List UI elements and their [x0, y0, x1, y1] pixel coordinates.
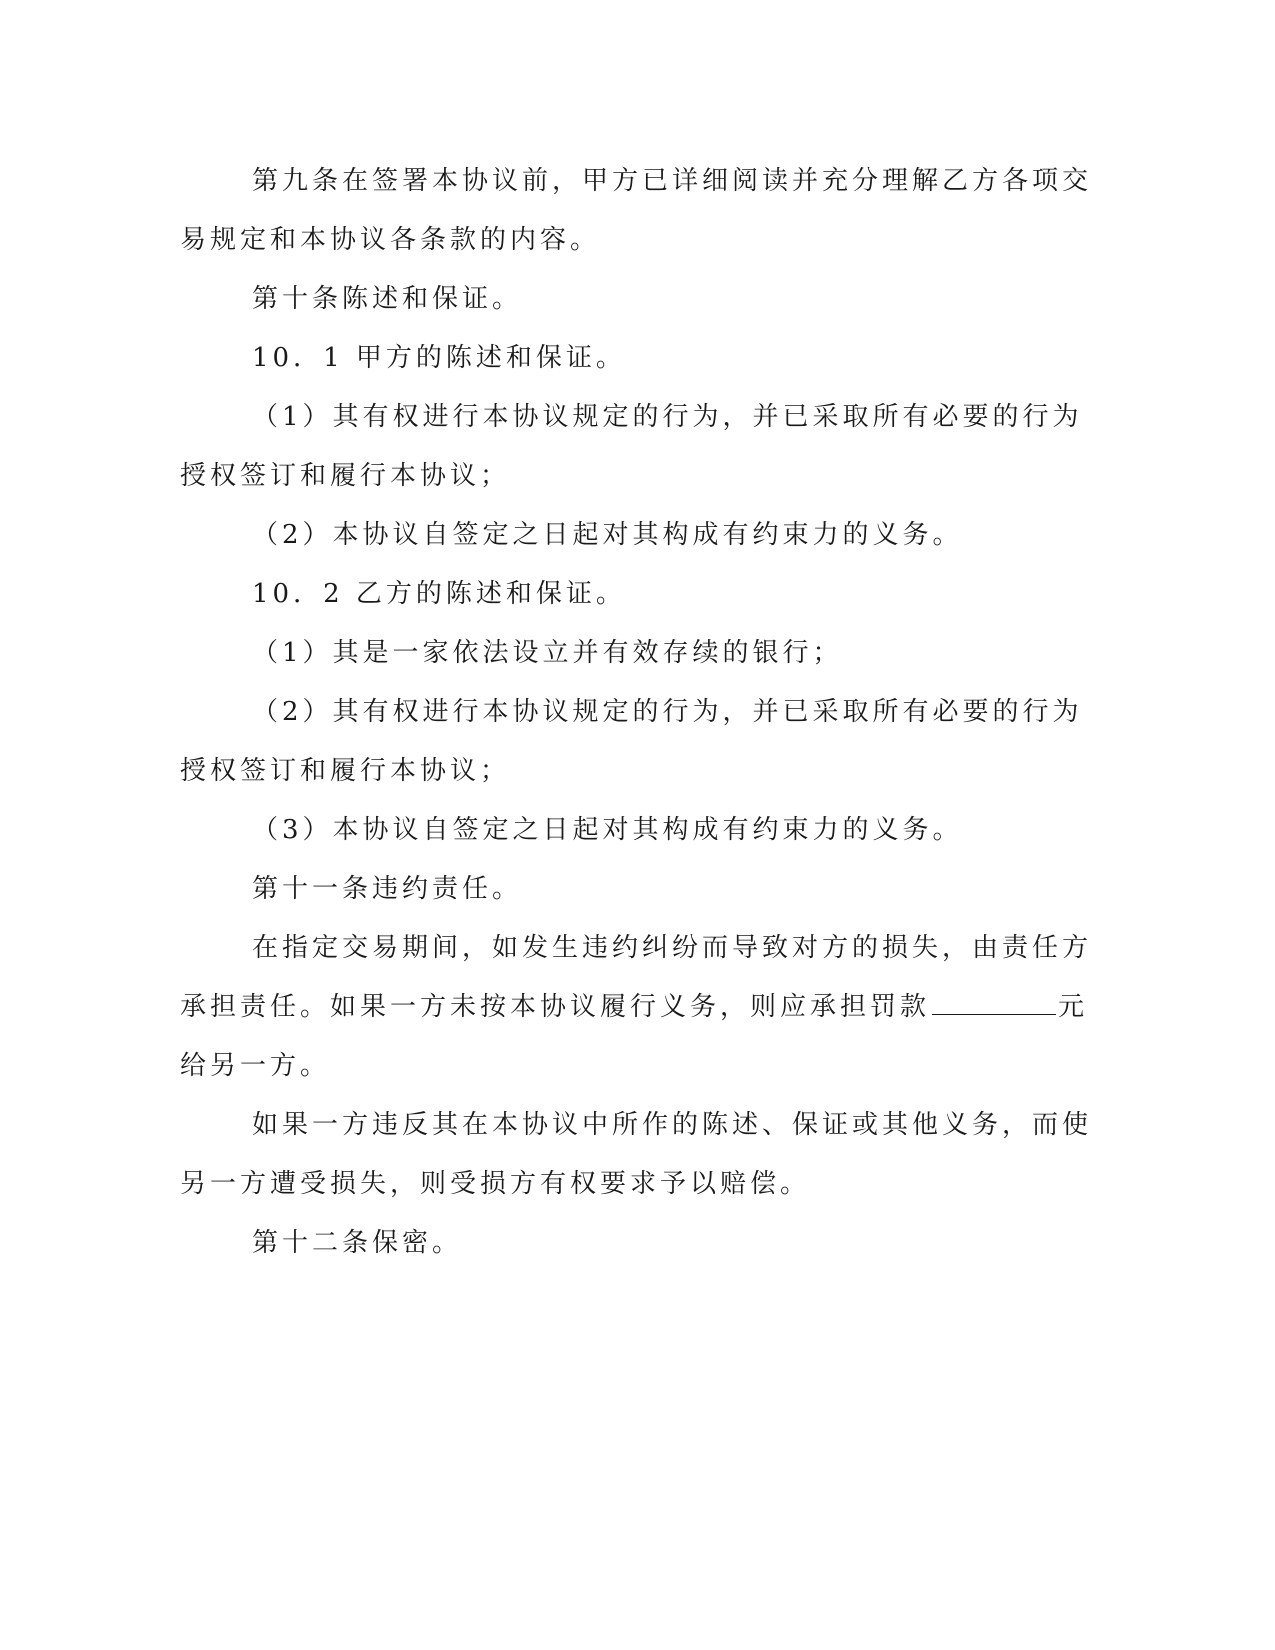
article-11-paragraph-1-line-2 [180, 978, 1089, 1037]
article-10-heading: 第十条陈述和保证。 [252, 284, 523, 314]
article-11-heading: 第十一条违约责任。 [252, 874, 523, 904]
document-page [180, 152, 1093, 1273]
section-10-2-heading: 10．2 乙方的陈述和保证。 [252, 579, 626, 609]
penalty-text-after: 元 [1058, 992, 1089, 1022]
section-10-2-item-1: （1）其是一家依法设立并有效存续的银行； [252, 638, 843, 668]
section-10-1-item-1-line-2: 授权签订和履行本协议； [180, 461, 511, 491]
section-10-1-item-1-line-1: （1）其有权进行本协议规定的行为，并已采取所有必要的行为 [252, 402, 1083, 432]
article-9-line-1: 第九条在签署本协议前，甲方已详细阅读并充分理解乙方各项交 [252, 166, 1093, 196]
article-11-paragraph-2-line-2: 另一方遭受损失，则受损方有权要求予以赔偿。 [180, 1169, 811, 1199]
section-10-2-item-2-line-2: 授权签订和履行本协议； [180, 756, 511, 786]
article-11-paragraph-1-line-3: 给另一方。 [180, 1051, 331, 1081]
penalty-text-before: 承担责任。如果一方未按本协议履行义务，则应承担罚款 [180, 992, 931, 1022]
section-10-2-item-2-line-1: （2）其有权进行本协议规定的行为，并已采取所有必要的行为 [252, 697, 1083, 727]
section-10-2-item-3: （3）本协议自签定之日起对其构成有约束力的义务。 [252, 815, 963, 845]
article-12-heading: 第十二条保密。 [252, 1228, 463, 1258]
article-11-paragraph-1-line-1: 在指定交易期间，如发生违约纠纷而导致对方的损失，由责任方 [252, 933, 1093, 963]
article-11-paragraph-2-line-1: 如果一方违反其在本协议中所作的陈述、保证或其他义务，而使 [252, 1110, 1093, 1140]
penalty-amount-blank [932, 988, 1056, 1015]
section-10-1-item-2: （2）本协议自签定之日起对其构成有约束力的义务。 [252, 520, 963, 550]
section-10-1-heading: 10．1 甲方的陈述和保证。 [252, 343, 626, 373]
article-9-line-2: 易规定和本协议各条款的内容。 [180, 225, 601, 255]
